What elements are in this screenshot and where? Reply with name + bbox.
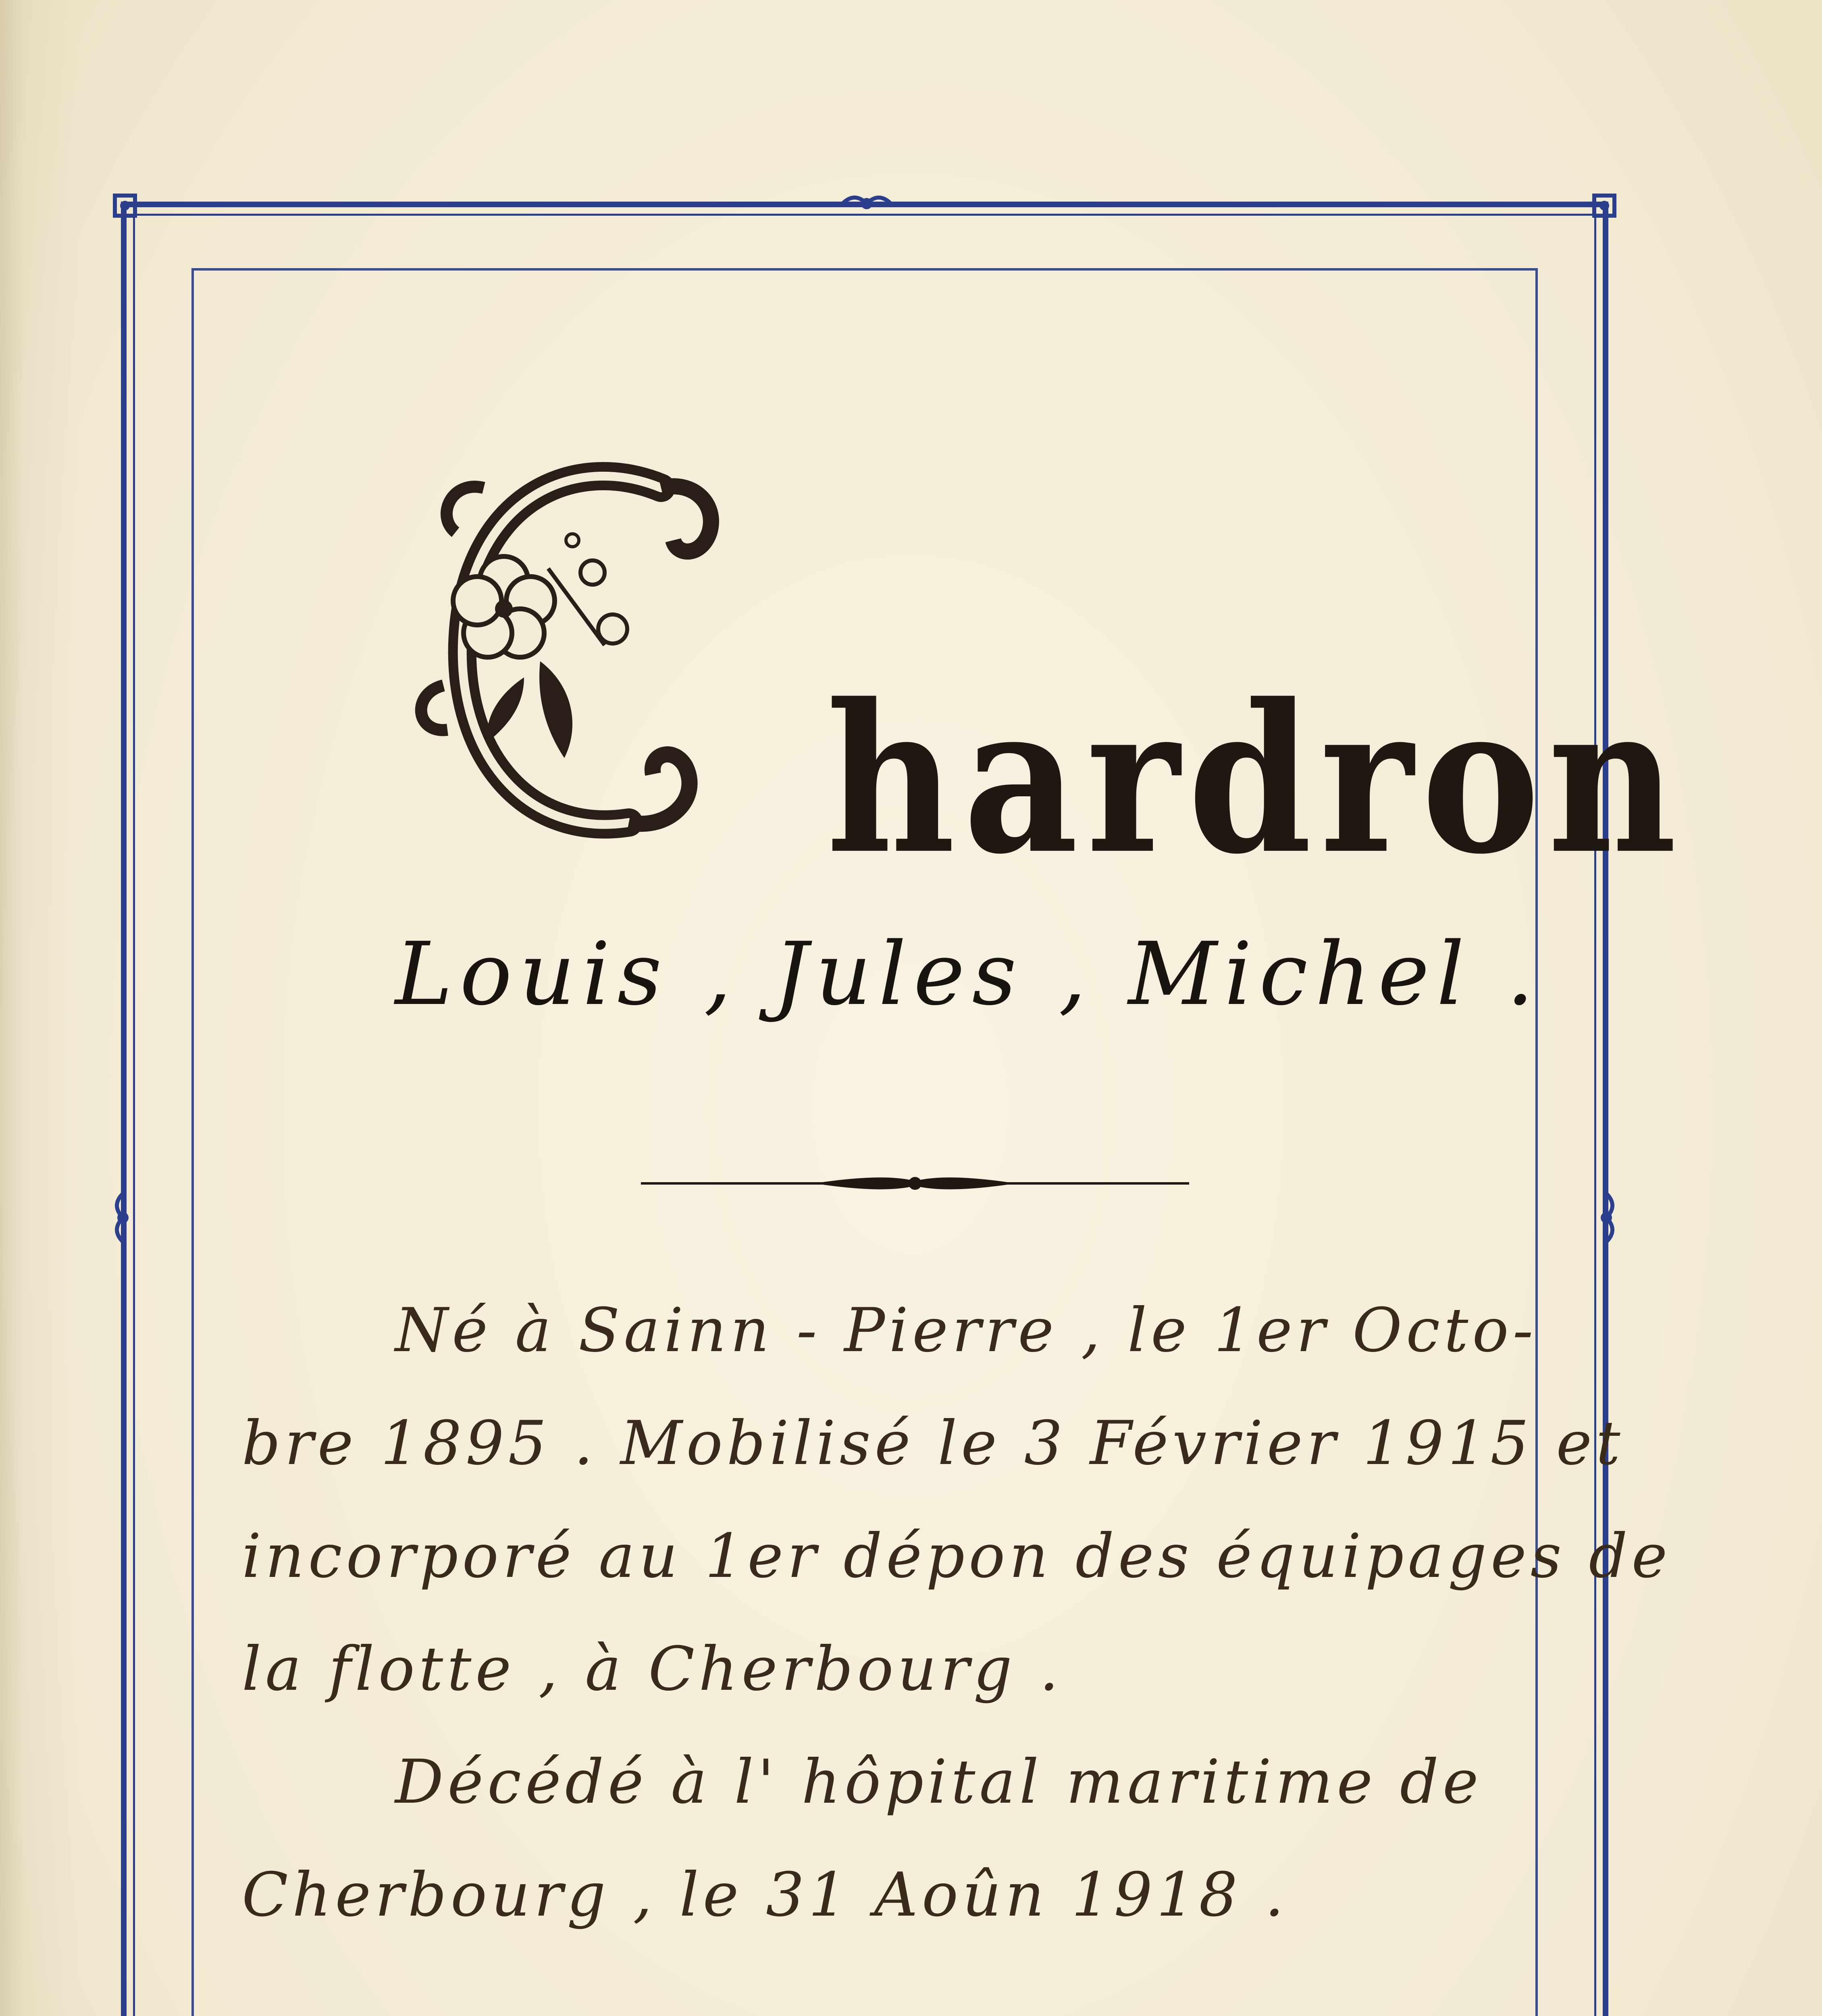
corner-ornament-icon xyxy=(107,187,143,224)
bio-line: Cherbourg , le 31 Aoûn 1918 . xyxy=(242,1860,1288,1930)
given-names: Louis , Jules , Michel . xyxy=(395,923,1541,1025)
ornamental-divider-icon xyxy=(641,1171,1189,1195)
surname-text: hardron xyxy=(826,659,1685,899)
surname-title xyxy=(403,435,1685,899)
bio-line: Né à Sainn - Pierre , le 1er Octo- xyxy=(395,1295,1537,1366)
left-center-ornament-icon xyxy=(109,1189,137,1246)
floral-initial-icon xyxy=(403,435,766,879)
biography-text xyxy=(242,1274,1672,1951)
bio-line: bre 1895 . Mobilisé le 3 Février 1915 et xyxy=(242,1408,1624,1479)
top-center-ornament-icon xyxy=(838,190,895,218)
bio-line: Décédé à l' hôpital maritime de xyxy=(395,1747,1483,1817)
bio-line: incorporé au 1er dépon des équipages de xyxy=(242,1521,1672,1591)
ornate-initial xyxy=(403,435,766,879)
corner-ornament-icon xyxy=(1586,187,1622,224)
right-center-ornament-icon xyxy=(1592,1189,1620,1246)
bio-line: la flotte , à Cherbourg . xyxy=(242,1634,1063,1704)
